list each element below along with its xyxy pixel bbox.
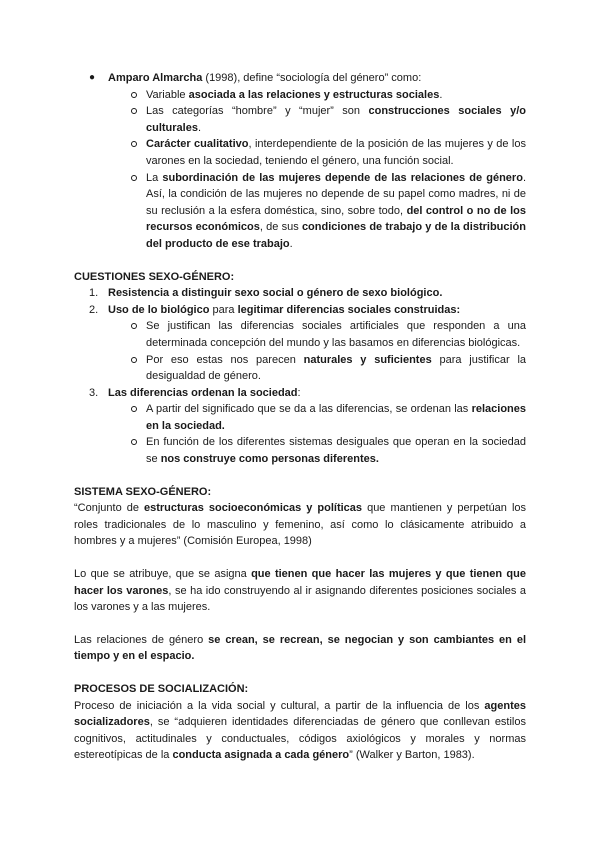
item-number: 1.	[89, 287, 99, 300]
bold-text: estructuras socioeconómicas y políticas	[143, 502, 363, 515]
text: A partir del significado que se da a las diferencias, se ordenan las	[146, 403, 472, 416]
text: ” (Walker y Barton, 1983).	[349, 749, 475, 762]
intro-subitem	[74, 170, 526, 253]
numbered-subitem	[74, 401, 526, 434]
circle-bullet-icon	[131, 406, 137, 412]
bold-text: Resistencia a distinguir sexo social o género de sexo biológico.	[108, 287, 443, 300]
circle-bullet-icon	[131, 439, 137, 445]
circle-bullet-icon	[131, 141, 137, 147]
bold-text: nos construye como personas diferentes.	[160, 453, 379, 466]
bullet-icon: ●	[89, 72, 96, 83]
cuestiones-list	[74, 285, 526, 468]
numbered-item	[74, 385, 526, 402]
text: Variable	[146, 88, 189, 101]
sistema-heading: SISTEMA SEXO-GÉNERO:	[74, 485, 212, 498]
bold-text: naturales y suficientes	[303, 353, 432, 366]
bold-text: condiciones de trabajo y de la distribución del producto de ese trabajo	[146, 221, 526, 250]
bold-text: agentes socializadores	[74, 699, 526, 729]
numbered-subitem	[74, 352, 526, 385]
bold-text: Carácter cualitativo	[146, 138, 249, 151]
text: , se “adquieren identidades diferenciadas de género que conllevan estilos cognitivos, actitudinales y conductuales, códigos axiológicos y morales y normas estereotípicas de la	[74, 716, 526, 762]
intro-author: Amparo Almarcha	[108, 72, 203, 84]
text: Las categorías “hombre” y “mujer” son	[146, 105, 369, 118]
intro-bullet	[74, 70, 526, 87]
numbered-item	[74, 285, 526, 302]
text: “Conjunto de	[74, 502, 144, 515]
bold-text: legitimar diferencias sociales construidas:	[237, 303, 461, 316]
circle-bullet-icon	[131, 357, 137, 363]
circle-bullet-icon	[131, 175, 137, 181]
bold-text: relaciones en la sociedad.	[146, 403, 526, 432]
text: En función de los diferentes sistemas desiguales que operan en la sociedad se	[146, 436, 526, 466]
circle-bullet-icon	[131, 108, 137, 114]
intro-subitem	[74, 87, 526, 104]
numbered-item	[74, 302, 526, 319]
text: para justificar la desigualdad de género.	[146, 353, 527, 383]
document-page	[74, 70, 526, 764]
text: . Así, la condición de las mujeres no depende de su papel como madres, ni de su reclusión a la esfera doméstica, sino, sobre todo,	[146, 171, 526, 217]
bold-text: conducta asignada a cada género	[172, 749, 350, 762]
sistema-paragraph-2	[74, 566, 526, 616]
cuestiones-heading: CUESTIONES SEXO-GÉNERO:	[74, 270, 235, 283]
numbered-subitem	[74, 434, 526, 467]
text: .	[289, 237, 293, 250]
bold-text: asociada a las relaciones y estructuras sociales	[188, 88, 440, 101]
procesos-paragraph	[74, 698, 526, 764]
text: , interdependiente de la posición de las mujeres y de los varones en la sociedad, teniendo el género, una función social.	[146, 138, 526, 167]
text: , de sus	[259, 221, 302, 234]
text: Lo que se atribuye, que se asigna	[74, 568, 252, 581]
bold-text: se crean, se recrean, se negocian y son cambiantes en el tiempo y en el espacio.	[74, 633, 526, 663]
bold-text: subordinación de las mujeres depende de las relaciones de género	[162, 171, 523, 184]
circle-bullet-icon	[131, 323, 137, 329]
bold-text: Las diferencias ordenan la sociedad	[108, 386, 298, 399]
numbered-subitem	[74, 318, 526, 351]
text: Proceso de iniciación a la vida social y cultural, a partir de la influencia de los	[74, 699, 485, 712]
procesos-heading: PROCESOS DE SOCIALIZACIÓN:	[74, 683, 249, 695]
text: Se justifican las diferencias sociales artificiales que responden a una determinada concepción del mundo y las basamos en diferencias biológicas.	[146, 320, 526, 349]
text: Las relaciones de género	[74, 633, 209, 646]
circle-bullet-icon	[131, 92, 137, 98]
item-number: 2.	[89, 303, 99, 316]
sistema-quote	[74, 500, 526, 550]
item-number: 3.	[89, 386, 99, 399]
sistema-paragraph-3	[74, 632, 526, 665]
text: para	[209, 303, 238, 316]
bold-text: Uso de lo biológico	[108, 303, 210, 316]
bold-text: que tienen que hacer las mujeres y que tienen que hacer los varones	[74, 568, 526, 597]
text: , se ha ido construyendo al ir asignando diferentes posiciones sociales a los varones y a las mujeres.	[74, 584, 526, 614]
text: Por eso estas nos parecen	[146, 353, 304, 366]
text: .	[439, 88, 443, 101]
intro-subitem	[74, 136, 526, 169]
text: que mantienen y perpetúan los roles tradicionales de lo masculino y femenino, así como lo clásicamente atribuido a hombres y a mujeres” (Comisión Europea, 1998)	[74, 502, 527, 548]
text: La	[146, 171, 163, 184]
text: :	[297, 386, 301, 399]
intro-subitem	[74, 103, 526, 136]
text: .	[197, 121, 202, 134]
bold-text: del control o no de los recursos económicos	[146, 204, 526, 234]
intro-text: (1998), define “sociología del género” como:	[202, 72, 422, 84]
intro-sublist	[74, 87, 526, 253]
bold-text: construcciones sociales y/o culturales	[146, 105, 526, 134]
